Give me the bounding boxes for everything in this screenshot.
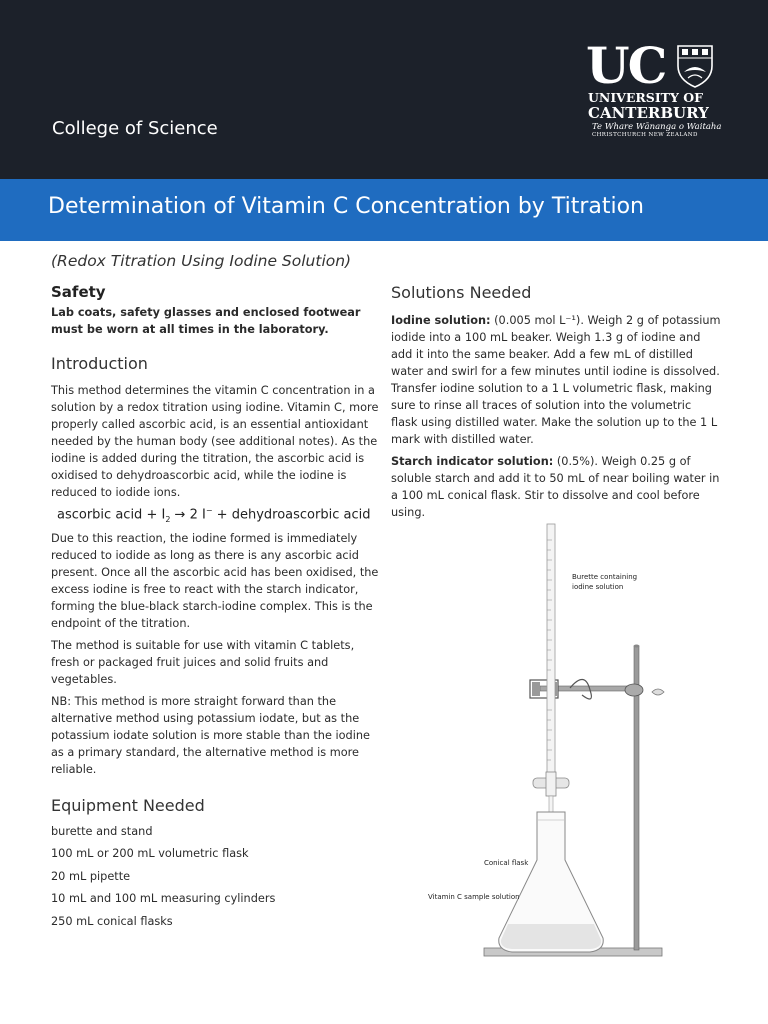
university-logo[interactable] <box>584 36 724 150</box>
left-column <box>51 283 381 935</box>
starch-solution-text: (0.5%). Weigh 0.25 g of soluble starch and add it to 50 mL of near boiling water in a 100 mL conical flask. Stir to dissolve and cool before using. <box>391 455 720 519</box>
equation-arrow: → <box>174 507 186 523</box>
logo-line-university: UNIVERSITY OF <box>588 90 704 105</box>
starch-solution-label: Starch indicator solution: <box>391 455 554 468</box>
college-name: College of Science <box>52 118 218 139</box>
equipment-heading: Equipment Needed <box>51 795 205 815</box>
list-item: 10 mL and 100 mL measuring cylinders <box>51 892 276 906</box>
list-item: 100 mL or 200 mL volumetric flask <box>51 847 249 861</box>
burette-label-line-2: iodine solution <box>572 583 624 591</box>
intro-paragraph-3: The method is suitable for use with vitamin C tablets, fresh or packaged fruit juices and solid fruits and vegetables. <box>51 638 355 686</box>
titration-diagram <box>420 520 720 970</box>
burette-label <box>572 572 637 592</box>
intro-paragraph-4: NB: This method is more straight forward than the alternative method using potassium iodate, but as the potassium iodate solution is more stable than the iodine as a primary standard, the alternative method is more reliable. <box>51 694 370 776</box>
starch-solution-paragraph <box>391 453 721 521</box>
logo-maori-name: Te Whare Wānanga o Waitaha <box>592 122 722 132</box>
introduction-heading: Introduction <box>51 354 148 373</box>
crest-icon <box>676 44 714 88</box>
list-item: burette and stand <box>51 824 153 838</box>
list-item: 20 mL pipette <box>51 869 131 883</box>
solutions-heading: Solutions Needed <box>391 283 532 302</box>
equipment-list <box>51 823 381 930</box>
list-item: 250 mL conical flasks <box>51 914 173 928</box>
safety-heading: Safety <box>51 283 106 301</box>
equation-right-post: + dehydroascorbic acid <box>212 507 371 523</box>
intro-paragraph-2: Due to this reaction, the iodine formed is immediately reduced to iodide as long as there is any ascorbic acid present. Once all the ascorbic acid has been oxidised, the excess iodine is free to react with the starch indicator, forming the blue-black starch-iodine complex. This is the endpoint of the titration. <box>51 531 379 630</box>
equation-superscript: − <box>205 506 213 515</box>
subtitle: (Redox Titration Using Iodine Solution) <box>51 252 352 270</box>
equation-subscript: 2 <box>165 514 171 524</box>
logo-line-canterbury: CANTERBURY <box>588 104 709 122</box>
reaction-equation <box>57 506 381 524</box>
iodine-solution-label: Iodine solution: <box>391 314 491 327</box>
logo-uc-text: UC <box>586 36 666 95</box>
equation-left: ascorbic acid + I <box>57 507 166 523</box>
intro-paragraph-1: This method determines the vitamin C concentration in a solution by a redox titration using iodine. Vitamin C, more properly called ascorbic acid, is an essential antioxidant needed by the human body (see additional notes). As the iodine is added during the titration, the ascorbic acid is oxidised to dehydroascorbic acid, while the iodine is reduced to iodide ions. <box>51 384 379 499</box>
iodine-solution-text: (0.005 mol L⁻¹). Weigh 2 g of potassium iodide into a 100 mL beaker. Weigh 1.3 g of iodine and add it into the same beaker. Add a few mL of distilled water and swirl for a few minutes until iodine is dissolved. Transfer iodine solution to a 1 L volumetric flask, making sure to rinse all traces of solution into the volumetric flask using distilled water. Make the solution up to the 1 L mark with distilled water. <box>391 314 721 446</box>
page-title: Determination of Vitamin C Concentration by Titration <box>48 194 644 219</box>
logo-city: CHRISTCHURCH NEW ZEALAND <box>592 132 698 138</box>
conical-flask-label: Conical flask <box>484 859 529 867</box>
safety-text: Lab coats, safety glasses and enclosed footwear must be worn at all times in the laboratory. <box>51 306 361 336</box>
iodine-solution-paragraph <box>391 312 721 448</box>
titration-apparatus-illustration <box>420 520 720 970</box>
equation-right: 2 I <box>189 507 206 523</box>
sample-solution-label: Vitamin C sample solution <box>428 893 520 901</box>
burette-label-line-1: Burette containing <box>572 573 638 581</box>
right-column <box>391 283 721 526</box>
